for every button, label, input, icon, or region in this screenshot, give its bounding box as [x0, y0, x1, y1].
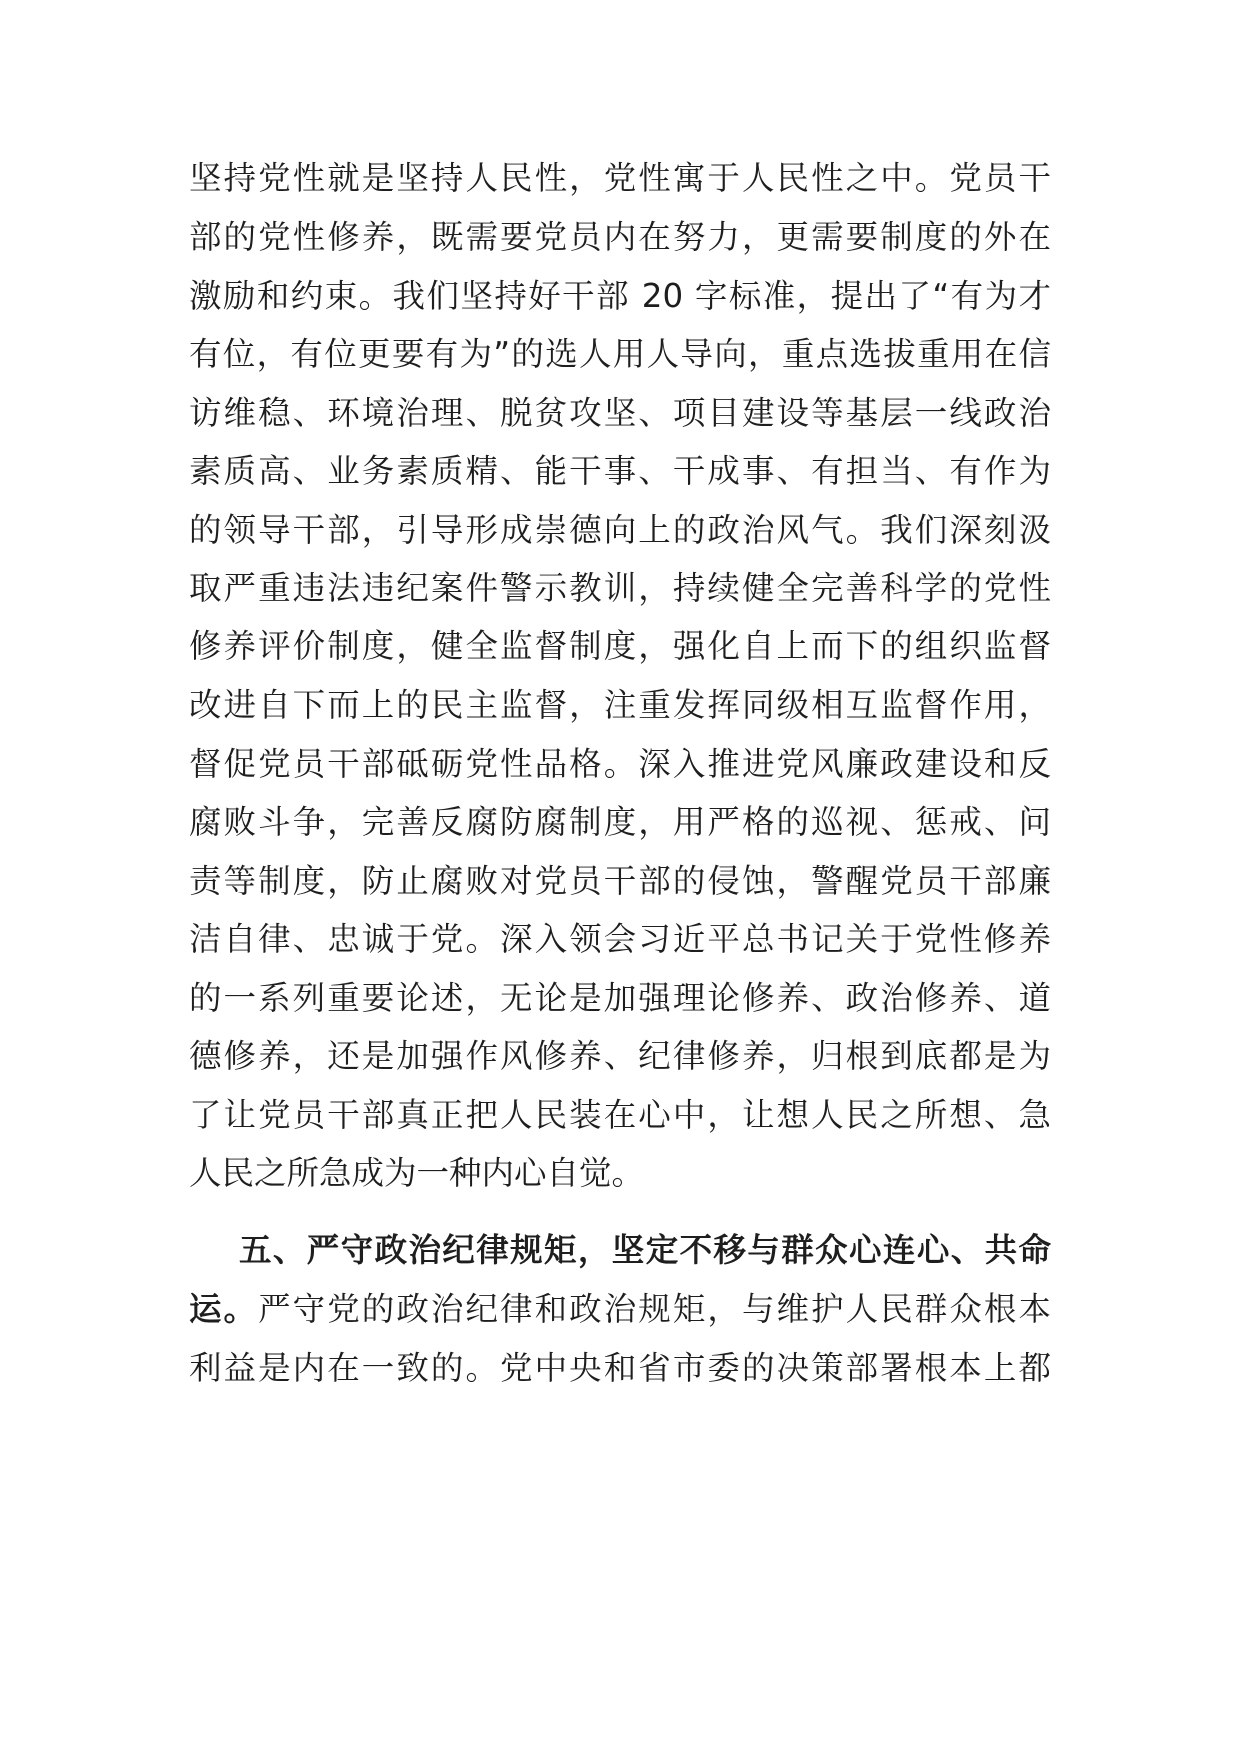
- paragraph-line: 访维稳、环境治理、脱贫攻坚、项目建设等基层一线政治: [189, 394, 1051, 432]
- paragraph-line: 人民之所急成为一种内心自觉。: [189, 1154, 645, 1192]
- paragraph-line: 的领导干部，引导形成崇德向上的政治风气。我们深刻汲: [189, 511, 1051, 549]
- section-heading-end: 运。: [189, 1290, 259, 1328]
- paragraph-line: 坚持党性就是坚持人民性，党性寓于人民性之中。党员干: [189, 159, 1051, 197]
- section-heading: 五、严守政治纪律规矩，坚定不移与群众心连心、共命: [239, 1231, 1051, 1269]
- paragraph-line: 腐败斗争，完善反腐防腐制度，用严格的巡视、惩戒、问: [189, 803, 1051, 841]
- paragraph-line: 改进自下而上的民主监督，注重发挥同级相互监督作用，: [189, 686, 1051, 724]
- paragraph-line: 取严重违法违纪案件警示教训，持续健全完善科学的党性: [189, 569, 1051, 607]
- paragraph-line: 素质高、业务素质精、能干事、干成事、有担当、有作为: [189, 452, 1051, 490]
- paragraph-line: 了让党员干部真正把人民装在心中，让想人民之所想、急: [189, 1096, 1051, 1134]
- paragraph-line: 有位，有位更要有为”的选人用人导向，重点选拔重用在信: [189, 335, 1051, 373]
- paragraph-line: 洁自律、忠诚于党。深入领会习近平总书记关于党性修养: [189, 920, 1051, 958]
- paragraph-line: 督促党员干部砥砺党性品格。深入推进党风廉政建设和反: [189, 745, 1051, 783]
- paragraph-line: 激励和约束。我们坚持好干部 20 字标准，提出了“有为才: [189, 277, 1051, 315]
- paragraph-line: 部的党性修养，既需要党员内在努力，更需要制度的外在: [189, 218, 1051, 256]
- paragraph-line: 责等制度，防止腐败对党员干部的侵蚀，警醒党员干部廉: [189, 862, 1051, 900]
- paragraph-line: 利益是内在一致的。党中央和省市委的决策部署根本上都: [189, 1349, 1051, 1387]
- paragraph-line: [189, 1281, 1051, 1337]
- paragraph-text: 严守党的政治纪律和政治规矩，与维护人民群众根本: [258, 1290, 1051, 1328]
- paragraph-line: 的一系列重要论述，无论是加强理论修养、政治修养、道: [189, 979, 1051, 1017]
- paragraph-line: 德修养，还是加强作风修养、纪律修养，归根到底都是为: [189, 1037, 1051, 1075]
- paragraph-line: 修养评价制度，健全监督制度，强化自上而下的组织监督: [189, 627, 1051, 665]
